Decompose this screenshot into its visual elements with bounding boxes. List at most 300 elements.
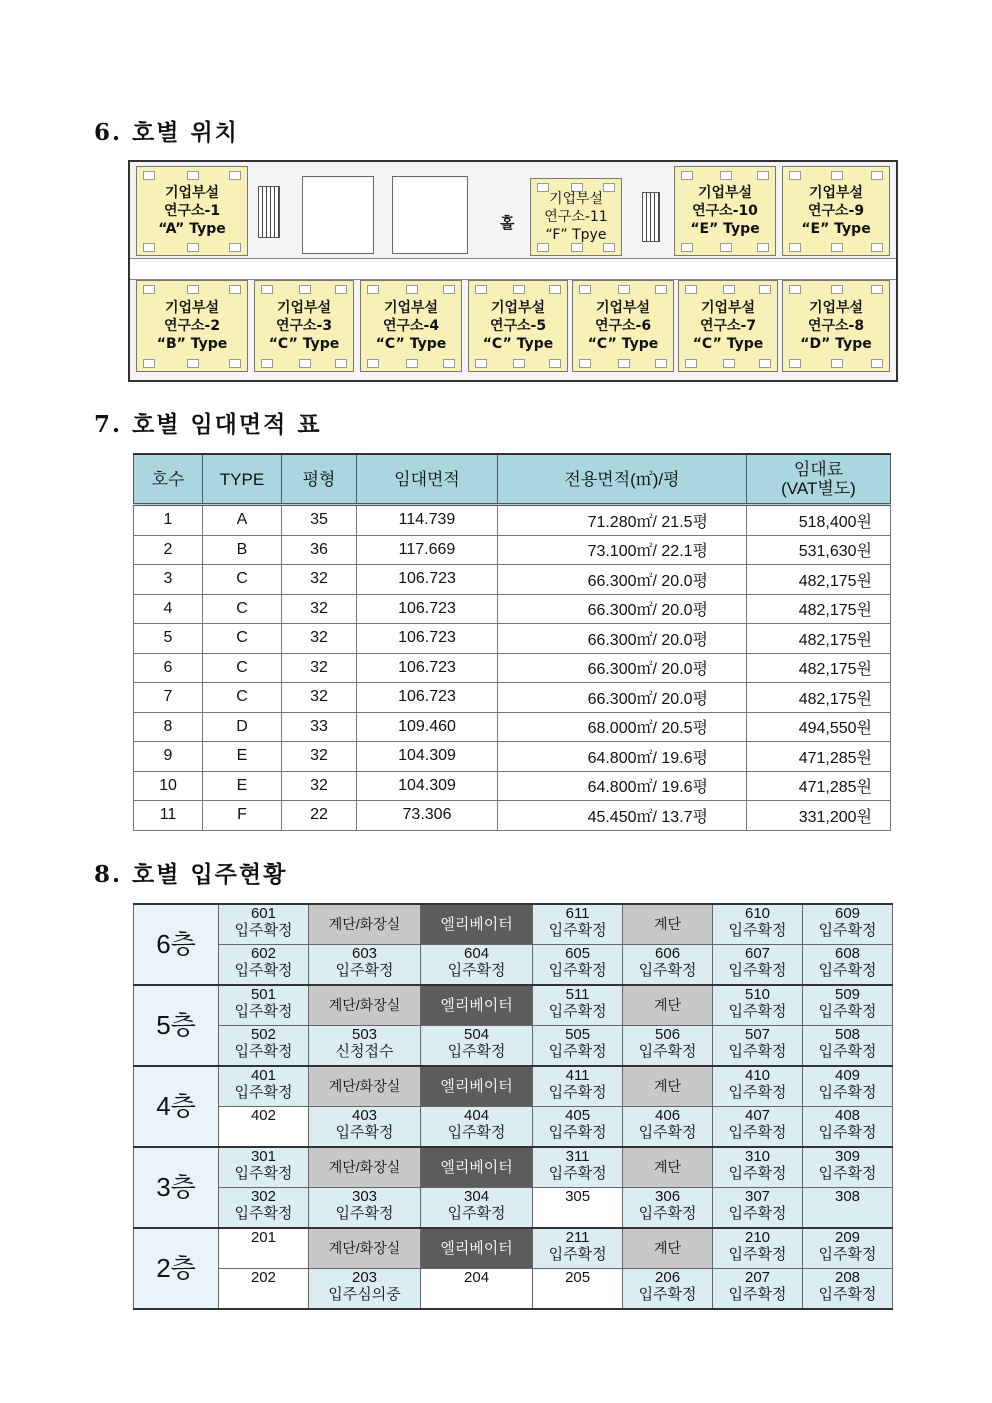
unit-status: 입주확정	[818, 1043, 877, 1060]
unit-number: 401	[250, 1067, 276, 1084]
cell-pyeong: 32	[282, 565, 357, 595]
room-lab-10	[674, 166, 776, 256]
floor-row	[134, 1188, 893, 1229]
cell-rent: 482,175원	[747, 683, 891, 713]
unit-status: 입주확정	[548, 1043, 607, 1060]
unit-number: 603	[351, 945, 378, 962]
unit-cell	[803, 1107, 893, 1148]
desk-mark	[603, 183, 615, 192]
desk-mark	[720, 171, 732, 180]
unit-cell	[803, 1147, 893, 1188]
unit-cell	[803, 985, 893, 1026]
unit-cell	[533, 1026, 623, 1067]
table-row	[134, 712, 891, 742]
desk-mark	[831, 359, 843, 368]
floor-row	[134, 1026, 893, 1067]
unit-status: 입주확정	[447, 962, 506, 979]
cell-pyeong: 32	[282, 683, 357, 713]
desk-mark	[475, 359, 487, 368]
room-line1: 기업부설	[697, 185, 753, 201]
col-header-rent	[747, 454, 891, 505]
unit-cell	[421, 1269, 533, 1310]
floor-label: 6층	[134, 904, 219, 985]
table-row	[134, 505, 891, 536]
desk-mark	[261, 359, 273, 368]
desk-mark	[759, 359, 771, 368]
unit-cell	[713, 1066, 803, 1107]
unit-status: 신청접수	[335, 1043, 394, 1060]
cell-area: 109.460	[357, 712, 498, 742]
unit-status: 입주확정	[335, 962, 394, 979]
cell-no: 11	[134, 801, 203, 831]
section-title-location: 6. 호별 위치	[94, 119, 239, 146]
desk-mark	[681, 171, 693, 180]
unit-number: 510	[745, 986, 771, 1003]
desk-mark	[187, 171, 199, 180]
stairs-right	[642, 192, 660, 242]
unit-status: 입주확정	[548, 1003, 607, 1020]
stairs-cell	[623, 1147, 713, 1188]
desk-mark	[579, 285, 591, 294]
desk-mark	[537, 243, 549, 252]
occupancy-table	[133, 903, 893, 1310]
unit-number: 609	[834, 905, 861, 922]
unit-number: 509	[834, 986, 861, 1003]
cell-no: 8	[134, 712, 203, 742]
unit-number: 계단/화장실	[328, 997, 401, 1013]
room-line2: 연구소-2	[163, 318, 221, 334]
unit-number: 506	[655, 1026, 681, 1043]
unit-number: 엘리베이터	[440, 1240, 513, 1257]
room-line3: “A” Type	[158, 221, 226, 237]
unit-cell	[421, 1188, 533, 1229]
cell-area: 106.723	[357, 683, 498, 713]
unit-number: 601	[250, 905, 276, 922]
cell-area: 73.306	[357, 801, 498, 831]
unit-cell	[803, 1066, 893, 1107]
cell-area: 106.723	[357, 624, 498, 654]
cell-pyeong: 32	[282, 624, 357, 654]
unit-cell	[713, 945, 803, 986]
unit-status: 입주확정	[234, 962, 293, 979]
cell-exclusive: 66.300㎡/ 20.0평	[498, 594, 747, 624]
unit-cell	[533, 985, 623, 1026]
section-title-rent-table: 7. 호별 임대면적 표	[94, 411, 322, 438]
cell-exclusive: 71.280㎡/ 21.5평	[498, 505, 747, 536]
desk-mark	[655, 359, 667, 368]
desk-mark	[789, 243, 801, 252]
unit-cell	[803, 904, 893, 945]
room-line1: 기업부설	[595, 300, 651, 316]
room-line1: 기업부설	[164, 300, 220, 316]
unit-cell	[219, 904, 309, 945]
room-line2: 연구소-5	[489, 318, 547, 334]
desk-mark	[789, 359, 801, 368]
unit-number: 502	[250, 1026, 276, 1043]
unit-status: 입주확정	[728, 1286, 787, 1303]
unit-cell	[533, 1269, 623, 1310]
desk-mark	[549, 285, 561, 294]
hall-label: 홀	[500, 214, 515, 232]
cell-exclusive: 68.000㎡/ 20.5평	[498, 712, 747, 742]
unit-cell	[803, 1269, 893, 1310]
floor-plan	[128, 160, 898, 382]
unit-cell	[713, 985, 803, 1026]
room-line2: 연구소-8	[807, 318, 865, 334]
desk-mark	[443, 285, 455, 294]
elevator-cell	[421, 1228, 533, 1269]
stairs-cell	[308, 1066, 420, 1107]
desk-mark	[513, 359, 525, 368]
desk-mark	[618, 359, 630, 368]
room-line3: “C” Type	[268, 336, 340, 352]
unit-cell	[219, 1066, 309, 1107]
unit-cell	[533, 1188, 623, 1229]
room-line2: 연구소-9	[807, 203, 865, 219]
cell-no: 9	[134, 742, 203, 772]
unit-status: 입주확정	[818, 1165, 877, 1182]
cell-no: 1	[134, 505, 203, 536]
unit-number: 310	[745, 1148, 771, 1165]
cell-rent: 471,285원	[747, 771, 891, 801]
unit-status: 입주확정	[234, 1205, 293, 1222]
col-header-no: 호수	[134, 454, 203, 505]
unit-number: 405	[565, 1107, 591, 1124]
desk-mark	[335, 359, 347, 368]
cell-rent: 482,175원	[747, 653, 891, 683]
cell-type: C	[203, 624, 282, 654]
unit-status: 입주확정	[548, 1084, 607, 1101]
cell-type: B	[203, 535, 282, 565]
unit-number: 엘리베이터	[440, 916, 513, 933]
unit-number: 계단/화장실	[328, 916, 401, 932]
stairs-cell	[623, 1066, 713, 1107]
desk-mark	[571, 243, 583, 252]
unit-status: 입주심의중	[328, 1286, 401, 1303]
unit-status: 입주확정	[447, 1043, 506, 1060]
unit-status: 입주확정	[335, 1124, 394, 1141]
unit-cell	[623, 945, 713, 986]
cell-rent: 471,285원	[747, 742, 891, 772]
elevator-cell	[421, 985, 533, 1026]
cell-type: C	[203, 683, 282, 713]
unit-status: 입주확정	[728, 1003, 787, 1020]
unit-cell	[533, 1066, 623, 1107]
floor-row	[134, 1066, 893, 1107]
unit-number: 610	[745, 905, 771, 922]
unit-status: 입주확정	[818, 1124, 877, 1141]
unit-cell	[713, 1188, 803, 1229]
desk-mark	[831, 243, 843, 252]
unit-number: 611	[565, 905, 590, 922]
desk-mark	[229, 243, 241, 252]
unit-cell	[533, 1228, 623, 1269]
desk-mark	[229, 171, 241, 180]
desk-mark	[143, 285, 155, 294]
stairs-left	[258, 186, 280, 238]
unit-number: 606	[655, 945, 681, 962]
desk-mark	[143, 243, 155, 252]
cell-type: E	[203, 771, 282, 801]
cell-exclusive: 64.800㎡/ 19.6평	[498, 771, 747, 801]
unit-status: 입주확정	[548, 1124, 607, 1141]
desk-mark	[229, 285, 241, 294]
cell-type: C	[203, 653, 282, 683]
room-line1: 기업부설	[700, 300, 756, 316]
unit-number: 202	[250, 1269, 276, 1286]
unit-number: 308	[834, 1188, 861, 1205]
unit-status: 입주확정	[548, 1165, 607, 1182]
desk-mark	[406, 359, 418, 368]
floor-label: 4층	[134, 1066, 219, 1147]
desk-mark	[681, 243, 693, 252]
unit-status: 입주확정	[548, 1246, 607, 1263]
unit-cell	[803, 1188, 893, 1229]
unit-number: 203	[351, 1269, 378, 1286]
unit-number: 계단	[654, 916, 682, 932]
unit-status: 입주확정	[818, 1003, 877, 1020]
cell-exclusive: 64.800㎡/ 19.6평	[498, 742, 747, 772]
room-line3: “C” Type	[587, 336, 659, 352]
unit-status: 입주확정	[638, 1043, 697, 1060]
room-lab-9	[782, 166, 890, 256]
cell-area: 104.309	[357, 742, 498, 772]
unit-number: 계단	[654, 1078, 682, 1094]
unit-cell	[219, 1228, 309, 1269]
cell-pyeong: 33	[282, 712, 357, 742]
unit-number: 409	[834, 1067, 861, 1084]
corridor	[130, 258, 896, 280]
floor-row	[134, 1107, 893, 1148]
unit-cell	[219, 945, 309, 986]
unit-cell	[421, 1107, 533, 1148]
cell-area: 104.309	[357, 771, 498, 801]
desk-mark	[537, 183, 549, 192]
unit-number: 511	[565, 986, 590, 1003]
room-line1: 기업부설	[490, 300, 546, 316]
room-line3: “C” Type	[482, 336, 554, 352]
desk-mark	[685, 359, 697, 368]
unit-status: 입주확정	[234, 1003, 293, 1020]
cell-exclusive: 73.100㎡/ 22.1평	[498, 535, 747, 565]
room-line1: 기업부설	[808, 185, 864, 201]
desk-mark	[187, 359, 199, 368]
unit-cell	[803, 945, 893, 986]
desk-mark	[789, 171, 801, 180]
cell-rent: 331,200원	[747, 801, 891, 831]
floor-row	[134, 1228, 893, 1269]
cell-rent: 482,175원	[747, 624, 891, 654]
unit-cell	[533, 904, 623, 945]
unit-number: 204	[464, 1269, 490, 1286]
unit-status: 입주확정	[234, 1043, 293, 1060]
cell-no: 3	[134, 565, 203, 595]
desk-mark	[229, 359, 241, 368]
floor-row	[134, 1269, 893, 1310]
unit-number: 505	[565, 1026, 591, 1043]
room-lab-5	[468, 280, 568, 372]
stairs-cell	[308, 904, 420, 945]
cell-rent: 531,630원	[747, 535, 891, 565]
stairs-cell	[623, 985, 713, 1026]
unit-cell	[421, 1026, 533, 1067]
unit-number: 602	[250, 945, 276, 962]
unit-status: 입주확정	[638, 1286, 697, 1303]
cell-pyeong: 22	[282, 801, 357, 831]
unit-number: 304	[464, 1188, 490, 1205]
room-line3: “E” Type	[801, 221, 871, 237]
desk-mark	[261, 285, 273, 294]
unit-cell	[623, 1269, 713, 1310]
stairs-cell	[308, 1147, 420, 1188]
table-header-row	[134, 454, 891, 505]
desk-mark	[720, 243, 732, 252]
unit-status: 입주확정	[234, 922, 293, 939]
room-lab-11	[530, 178, 622, 256]
unit-status: 입주확정	[638, 1124, 697, 1141]
unit-status: 입주확정	[447, 1205, 506, 1222]
room-lab-8	[782, 280, 890, 372]
unit-number: 408	[834, 1107, 861, 1124]
unit-number: 계단/화장실	[328, 1078, 401, 1094]
col-header-area: 임대면적	[357, 454, 498, 505]
unit-number: 209	[834, 1229, 861, 1246]
unit-number: 403	[351, 1107, 378, 1124]
unit-cell	[421, 945, 533, 986]
desk-mark	[143, 171, 155, 180]
unit-number: 508	[834, 1026, 861, 1043]
cell-pyeong: 32	[282, 594, 357, 624]
room-line2: 연구소-4	[382, 318, 440, 334]
unit-number: 605	[565, 945, 591, 962]
table-row	[134, 683, 891, 713]
unit-cell	[219, 1026, 309, 1067]
unit-number: 205	[565, 1269, 591, 1286]
cell-type: A	[203, 505, 282, 536]
unit-status: 입주확정	[638, 962, 697, 979]
unit-cell	[713, 1026, 803, 1067]
elevator-cell	[421, 1147, 533, 1188]
cell-type: C	[203, 565, 282, 595]
unit-number: 계단	[654, 1159, 682, 1175]
unit-cell	[803, 1026, 893, 1067]
unit-cell	[219, 1107, 309, 1148]
cell-pyeong: 32	[282, 653, 357, 683]
room-line1: 기업부설	[548, 191, 604, 207]
unit-status: 입주확정	[447, 1124, 506, 1141]
floor-label: 3층	[134, 1147, 219, 1228]
cell-rent: 518,400원	[747, 505, 891, 536]
floor-row	[134, 985, 893, 1026]
desk-mark	[871, 171, 883, 180]
cell-area: 106.723	[357, 594, 498, 624]
elevator-block	[392, 176, 468, 254]
desk-mark	[443, 359, 455, 368]
unit-number: 206	[655, 1269, 681, 1286]
floor-row	[134, 945, 893, 986]
cell-rent: 482,175원	[747, 565, 891, 595]
room-line3: “E” Type	[690, 221, 760, 237]
cell-no: 7	[134, 683, 203, 713]
unit-number: 410	[745, 1067, 771, 1084]
unit-status: 입주확정	[728, 1084, 787, 1101]
desk-mark	[831, 285, 843, 294]
unit-cell	[308, 1107, 420, 1148]
desk-mark	[871, 243, 883, 252]
unit-status: 입주확정	[728, 962, 787, 979]
desk-mark	[757, 243, 769, 252]
unit-number: 계단	[654, 1240, 682, 1256]
room-line3: “B” Type	[156, 336, 228, 352]
table-row	[134, 594, 891, 624]
unit-number: 엘리베이터	[440, 997, 513, 1014]
restroom-block	[302, 176, 374, 254]
cell-area: 114.739	[357, 505, 498, 536]
cell-pyeong: 32	[282, 742, 357, 772]
unit-status: 입주확정	[818, 922, 877, 939]
cell-exclusive: 45.450㎡/ 13.7평	[498, 801, 747, 831]
unit-cell	[308, 1026, 420, 1067]
desk-mark	[789, 285, 801, 294]
unit-status: 입주확정	[818, 1286, 877, 1303]
unit-number: 303	[351, 1188, 378, 1205]
cell-type: D	[203, 712, 282, 742]
unit-status: 입주확정	[818, 1084, 877, 1101]
desk-mark	[143, 359, 155, 368]
unit-cell	[308, 1269, 420, 1310]
unit-status: 입주확정	[728, 1246, 787, 1263]
unit-number: 309	[834, 1148, 861, 1165]
unit-number: 307	[745, 1188, 771, 1205]
unit-status: 입주확정	[728, 1165, 787, 1182]
unit-number: 210	[745, 1229, 771, 1246]
rent-header-line1: 임대료	[793, 460, 844, 479]
room-lab-1	[136, 166, 248, 256]
room-line3: “F” Tpye	[545, 227, 607, 243]
unit-number: 407	[745, 1107, 771, 1124]
room-lab-2	[136, 280, 248, 372]
unit-cell	[219, 1188, 309, 1229]
desk-mark	[723, 359, 735, 368]
desk-mark	[367, 285, 379, 294]
desk-mark	[187, 285, 199, 294]
table-row	[134, 801, 891, 831]
cell-type: E	[203, 742, 282, 772]
unit-number: 301	[250, 1148, 276, 1165]
unit-number: 계단	[654, 997, 682, 1013]
unit-status: 입주확정	[818, 1246, 877, 1263]
col-header-exclusive: 전용면적(㎡)/평	[498, 454, 747, 505]
room-line1: 기업부설	[383, 300, 439, 316]
unit-cell	[308, 1188, 420, 1229]
room-line1: 기업부설	[808, 300, 864, 316]
cell-area: 106.723	[357, 653, 498, 683]
floor-row	[134, 1147, 893, 1188]
room-line2: 연구소-1	[163, 203, 221, 219]
unit-number: 계단/화장실	[328, 1240, 401, 1256]
unit-status: 입주확정	[548, 962, 607, 979]
unit-cell	[713, 1269, 803, 1310]
desk-mark	[335, 285, 347, 294]
desk-mark	[475, 285, 487, 294]
cell-exclusive: 66.300㎡/ 20.0평	[498, 683, 747, 713]
unit-number: 311	[565, 1148, 590, 1165]
stairs-cell	[623, 1228, 713, 1269]
elevator-cell	[421, 904, 533, 945]
desk-mark	[603, 243, 615, 252]
room-line2: 연구소-7	[699, 318, 757, 334]
room-line2: 연구소-11	[544, 209, 608, 225]
